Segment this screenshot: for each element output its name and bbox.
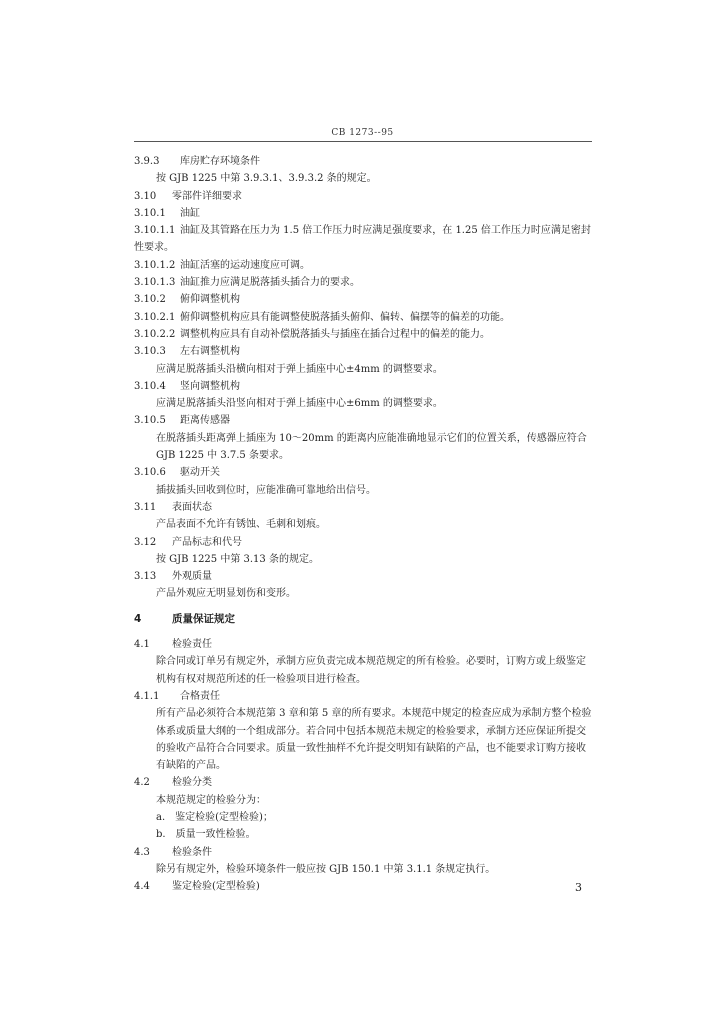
clause-number: 4.1.1 [134,690,160,702]
paragraph-line [134,653,594,688]
clause-number: 3.10.5 [134,415,166,427]
paragraph-line [134,361,594,378]
clause-text: 应满足脱落插头沿竖向相对于弹上插座中心±6mm 的调整要求。 [156,398,443,410]
clause-line [134,274,594,291]
clause-number: 3.10.1.2 [134,259,176,271]
paragraph-line [134,430,594,465]
clause-text: 产品表面不允许有锈蚀、毛刺和划痕。 [156,519,326,531]
clause-text: 在脱落插头距离弹上插座为 10～20mm 的距离内应能准确地显示它们的位置关系，传感器应符合 GJB 1225 中 3.7.5 条要求。 [156,432,587,462]
clause-number: 3.13 [134,571,157,583]
paragraph-line [134,482,594,499]
clause-line [134,257,594,274]
clause-text: 油缸 [180,207,200,219]
clause-line [134,153,594,170]
clause-number: 3.10.6 [134,467,166,479]
paragraph-line [134,516,594,533]
clause-line [134,774,594,791]
clause-text: 库房贮存环境条件 [180,156,260,167]
section-gap [134,603,594,611]
clause-line [134,291,594,308]
paragraph-line [134,395,594,412]
clause-number: 3.11 [134,501,157,513]
section-gap [134,628,594,636]
clause-number: 4.2 [134,777,150,789]
clause-line [134,222,594,257]
clause-text: 除另有规定外，检验环境条件一般应按 GJB 150.1 中第 3.1.1 条规定执行。 [156,863,496,875]
clause-text: 所有产品必须符合本规范第 3 章和第 5 章的所有要求。本规范中规定的检查应成为承制方整个检验体系或质量大纲的一个组成部分。若合同中包括本规范未规定的检验要求，承制方还应保证所提交的验收产品符合合同要求。质量一致性抽样不允许提交明知有缺陷的产品，也不能要求订购方接收有缺陷的产品。 [156,708,592,772]
clause-text: 零部件详细要求 [172,190,242,202]
clause-line [134,499,594,516]
clause-text: 鉴定检验(定型检验) [172,881,260,893]
clause-number: 4.3 [134,846,150,858]
clause-text: 竖向调整机构 [180,380,240,392]
clause-text: 油缸推力应满足脱落插头插合力的要求。 [180,277,360,289]
clause-text: 合格责任 [180,690,220,702]
clause-text: 俯仰调整机构应具有能调整使脱落插头俯仰、偏转、偏摆等的偏差的功能。 [180,311,510,323]
clause-line [134,534,594,551]
clause-line [134,611,594,628]
clause-text: 插拔插头回收到位时，应能准确可靠地给出信号。 [156,484,376,496]
clause-line [134,844,594,861]
standard-code-header: CB 1273--95 [331,128,394,138]
clause-text: 质量保证规定 [172,612,235,625]
clause-text: 距离传感器 [180,415,230,427]
clause-text: 检验责任 [172,639,212,651]
clause-line [134,326,594,343]
clause-text: 油缸及其管路在压力为 1.5 倍工作压力时应满足强度要求，在 1.25 倍工作压力时应满足密封性要求。 [134,225,591,254]
clause-number: 3.10 [134,190,157,202]
paragraph-line [134,170,594,187]
clause-number: 3.10.2 [134,294,166,306]
clause-text: 俯仰调整机构 [180,294,240,306]
paragraph-line [134,861,594,878]
clause-number: 3.10.4 [134,380,166,392]
page-number: 3 [575,881,582,894]
clause-text: 本规范规定的检验分为： [156,794,266,806]
clause-number: 3.10.1.3 [134,277,176,289]
clause-text: 左右调整机构 [180,346,240,358]
clause-text: 按 GJB 1225 中第 3.9.3.1、3.9.3.2 条的规定。 [156,173,377,185]
header-rule [134,141,592,142]
clause-line [134,412,594,429]
clause-line [134,309,594,326]
clause-text: 调整机构应具有自动补偿脱落插头与插座在插合过程中的偏差的能力。 [180,328,490,340]
clause-number: 3.10.1 [134,207,166,219]
clause-line [134,464,594,481]
clause-text: 应满足脱落插头沿横向相对于弹上插座中心±4mm 的调整要求。 [156,363,443,375]
clause-number: 4.1 [134,639,150,651]
clause-number: 4.4 [134,881,150,893]
clause-text: 产品外观应无明显划伤和变形。 [156,588,296,600]
clause-number: 3.10.3 [134,346,166,358]
clause-number: 3.10.1.1 [134,225,176,237]
clause-text: 油缸活塞的运动速度应可调。 [180,259,310,271]
paragraph-line [134,826,594,843]
clause-text: a. 鉴定检验(定型检验)； [156,811,273,823]
clause-text: 除合同或订单另有规定外，承制方应负责完成本规范规定的所有检验。必要时，订购方或上级鉴定机构有权对规范所述的任一检验项目进行检查。 [156,656,586,685]
clause-number: 3.12 [134,536,157,548]
paragraph-line [134,551,594,568]
clause-line [134,343,594,360]
clause-number: 3.10.2.1 [134,311,176,323]
clause-line [134,205,594,222]
clause-text: 驱动开关 [180,467,220,479]
clause-text: 检验分类 [172,777,212,789]
paragraph-line [134,792,594,809]
clause-text: 外观质量 [172,571,212,583]
clause-line [134,636,594,653]
document-body [134,153,594,895]
clause-text: 表面状态 [172,501,212,513]
clause-text: 检验条件 [172,846,212,858]
clause-text: b. 质量一致性检验。 [156,829,256,841]
clause-number: 3.10.2.2 [134,328,176,340]
clause-text: 按 GJB 1225 中第 3.13 条的规定。 [156,553,319,565]
clause-line [134,378,594,395]
clause-line [134,188,594,205]
clause-line [134,568,594,585]
paragraph-line [134,809,594,826]
paragraph-line [134,585,594,602]
clause-number: 3.9.3 [134,156,160,167]
clause-line [134,688,594,705]
clause-line [134,878,594,895]
clause-text: 产品标志和代号 [172,536,242,548]
paragraph-line [134,705,594,774]
clause-number: 4 [134,612,142,625]
